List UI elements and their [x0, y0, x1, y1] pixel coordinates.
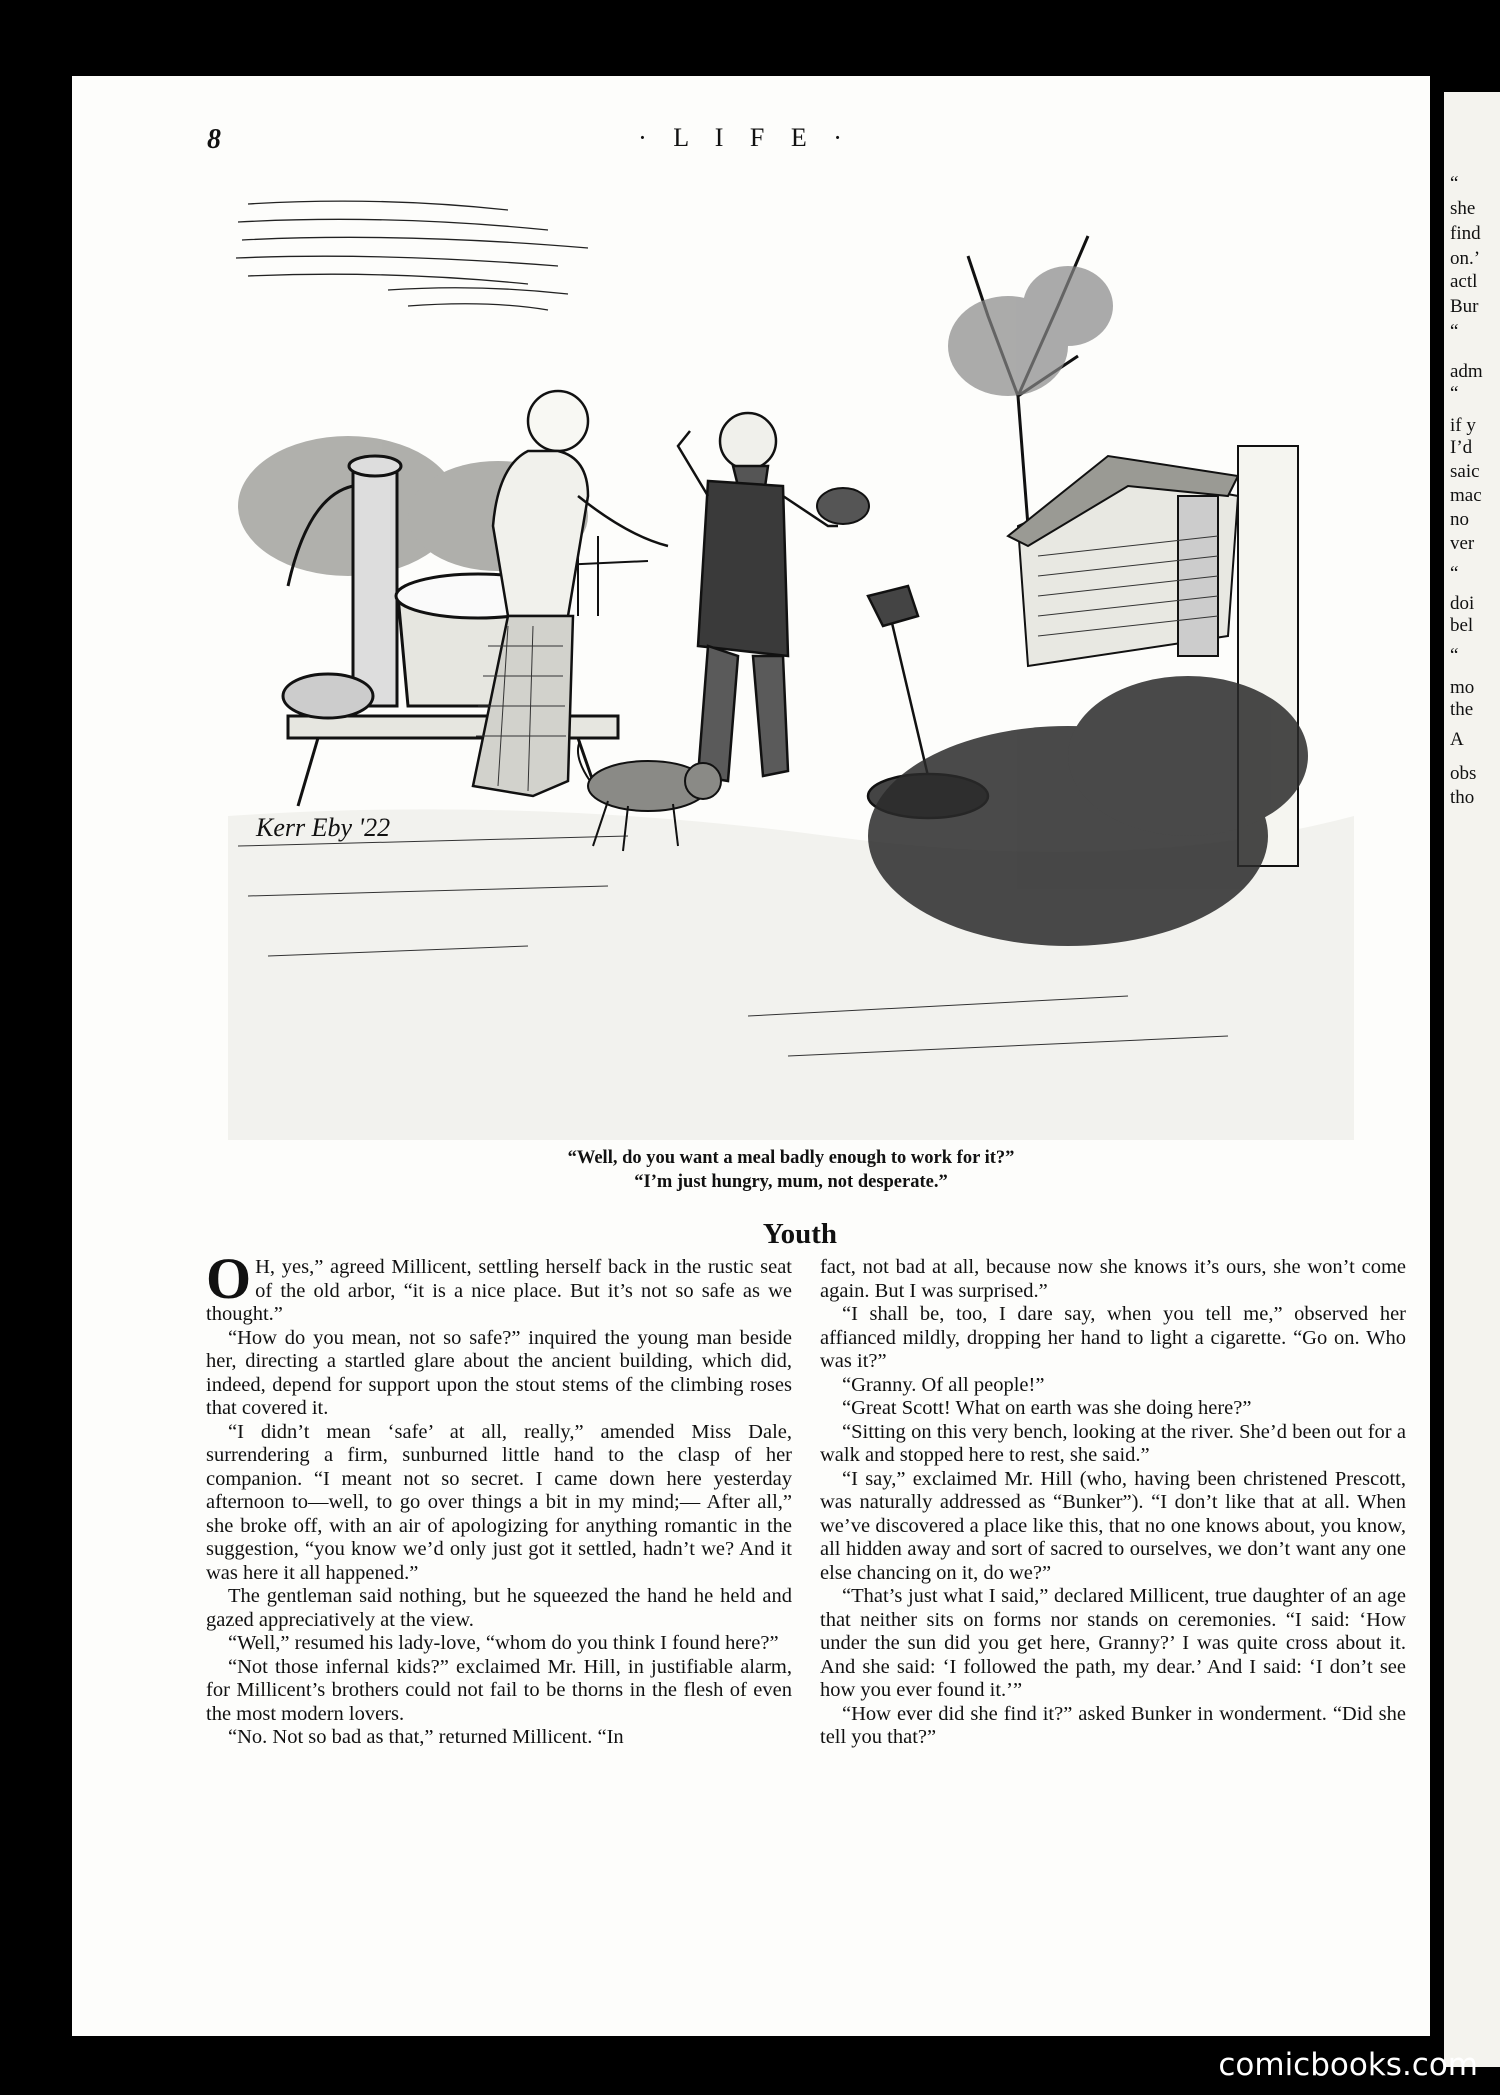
facing-page-fragment: the — [1450, 699, 1474, 720]
facing-page-fragment: ver — [1450, 533, 1475, 554]
paragraph: “That’s just what I said,” declared Millicent, true daughter of an age that neither sits on forms nor stands on ceremonies. “I said: ‘How under the sun did you get here, Granny?’ I was quite cross about it. And she said: ‘I followed the path, my dear.’ And I said: ‘I don’t see how you ever found it.’” — [820, 1585, 1406, 1701]
facing-page-fragment: “ — [1450, 173, 1459, 194]
facing-page-fragment: I’d — [1450, 437, 1473, 458]
facing-page-fragment: “ — [1450, 383, 1459, 404]
paragraph: “No. Not so bad as that,” returned Millicent. “In — [228, 1726, 624, 1748]
paragraph: “I didn’t mean ‘safe’ at all, really,” amended Miss Dale, surrendering a firm, sunburned little hand to the clasp of her companion. “I meant not so secret. I came down here yesterday afternoon to—well, to go over things a bit in my mind;— After all,” she broke off, with an air of apologizing for anything romantic in the suggestion, “you know we’d only just got it settled, hadn’t we? And it was here it all happened.” — [206, 1420, 792, 1584]
caption-line-2: “I’m just hungry, mum, not desperate.” — [634, 1172, 948, 1192]
article-column-2 — [820, 1256, 1406, 1750]
facing-page-edge — [1444, 92, 1500, 2067]
facing-page-fragment: “ — [1450, 645, 1459, 666]
facing-page-fragment: adm — [1450, 361, 1483, 382]
facing-page-fragment: find — [1450, 223, 1481, 244]
watermark: comicbooks.com — [1218, 2047, 1478, 2083]
paragraph: “Granny. Of all people!” — [842, 1373, 1045, 1396]
facing-page-fragment: actl — [1450, 271, 1478, 292]
facing-page-fragment: doi — [1450, 593, 1475, 614]
facing-page-fragment: if y — [1450, 415, 1476, 436]
paragraph: “Not those infernal kids?” exclaimed Mr. Hill, in justifiable alarm, for Millicent’s brothers could not fail to be thorns in the flesh of even the most modern lovers. — [206, 1655, 792, 1725]
facing-page-fragment: “ — [1450, 563, 1459, 584]
illustration-caption — [228, 1146, 1354, 1194]
facing-page-fragment: obs — [1450, 763, 1477, 784]
caption-line-1: “Well, do you want a meal badly enough to work for it?” — [567, 1148, 1015, 1168]
paragraph: “Sitting on this very bench, looking at the river. She’d been out for a walk and stopped here to rest, she said.” — [820, 1420, 1406, 1466]
paragraph: O H, yes,” agreed Millicent, settling herself back in the rustic seat of the old arbor, “it is a nice place. But it’s not so safe as we thought.” — [206, 1246, 792, 1325]
paragraph: “How do you mean, not so safe?” inquired the young man beside her, directing a startled glare about the ancient building, which did, indeed, depend for support upon the stout stems of the climbing roses that covered it. — [206, 1326, 792, 1419]
page-number: 8 — [207, 124, 221, 155]
paragraph: “How ever did she find it?” asked Bunker in wonderment. “Did she tell you that?” — [820, 1702, 1406, 1748]
paragraph: “I shall be, too, I dare say, when you tell me,” observed her affianced mildly, dropping her hand to light a cigarette. “Go on. Who was it?” — [820, 1303, 1406, 1372]
facing-page-fragment: A — [1450, 729, 1464, 750]
illustration — [228, 196, 1354, 1140]
running-title: · L I F E · — [638, 123, 852, 152]
paragraph: The gentleman said nothing, but he squeezed the hand he held and gazed appreciatively at the view. — [206, 1585, 792, 1631]
facing-page-fragment: tho — [1450, 787, 1475, 808]
facing-page-fragment: mo — [1450, 677, 1475, 698]
facing-page-fragment: mac — [1450, 485, 1482, 506]
paragraph: “Well,” resumed his lady-love, “whom do you think I found here?” — [228, 1632, 779, 1654]
facing-page-fragment: on.’ — [1450, 248, 1481, 269]
facing-page-fragment: she — [1450, 198, 1476, 219]
artist-signature: Kerr Eby '22 — [256, 813, 391, 842]
drop-cap: O — [206, 1246, 252, 1311]
facing-page-fragment: no — [1450, 509, 1469, 530]
article-column-1 — [206, 1246, 792, 1750]
facing-page-fragment: saic — [1450, 461, 1480, 482]
paragraph: “Great Scott! What on earth was she doing here?” — [842, 1397, 1252, 1419]
facing-page-fragment: “ — [1450, 321, 1459, 342]
facing-page-fragment: bel — [1450, 615, 1474, 636]
paragraph: fact, not bad at all, because now she knows it’s ours, she won’t come again. But I was surprised.” — [820, 1256, 1406, 1302]
facing-page-fragment: Bur — [1450, 296, 1479, 317]
paragraph: “I say,” exclaimed Mr. Hill (who, having been christened Prescott, was naturally addressed as “Bunker”). “I don’t like that at all. When we’ve discovered a place like this, that no one knows about, you know, all hidden away and sort of sacred to ourselves, we don’t want any one else chancing on it, do we?” — [820, 1467, 1406, 1584]
article-title: Youth — [762, 1218, 838, 1250]
